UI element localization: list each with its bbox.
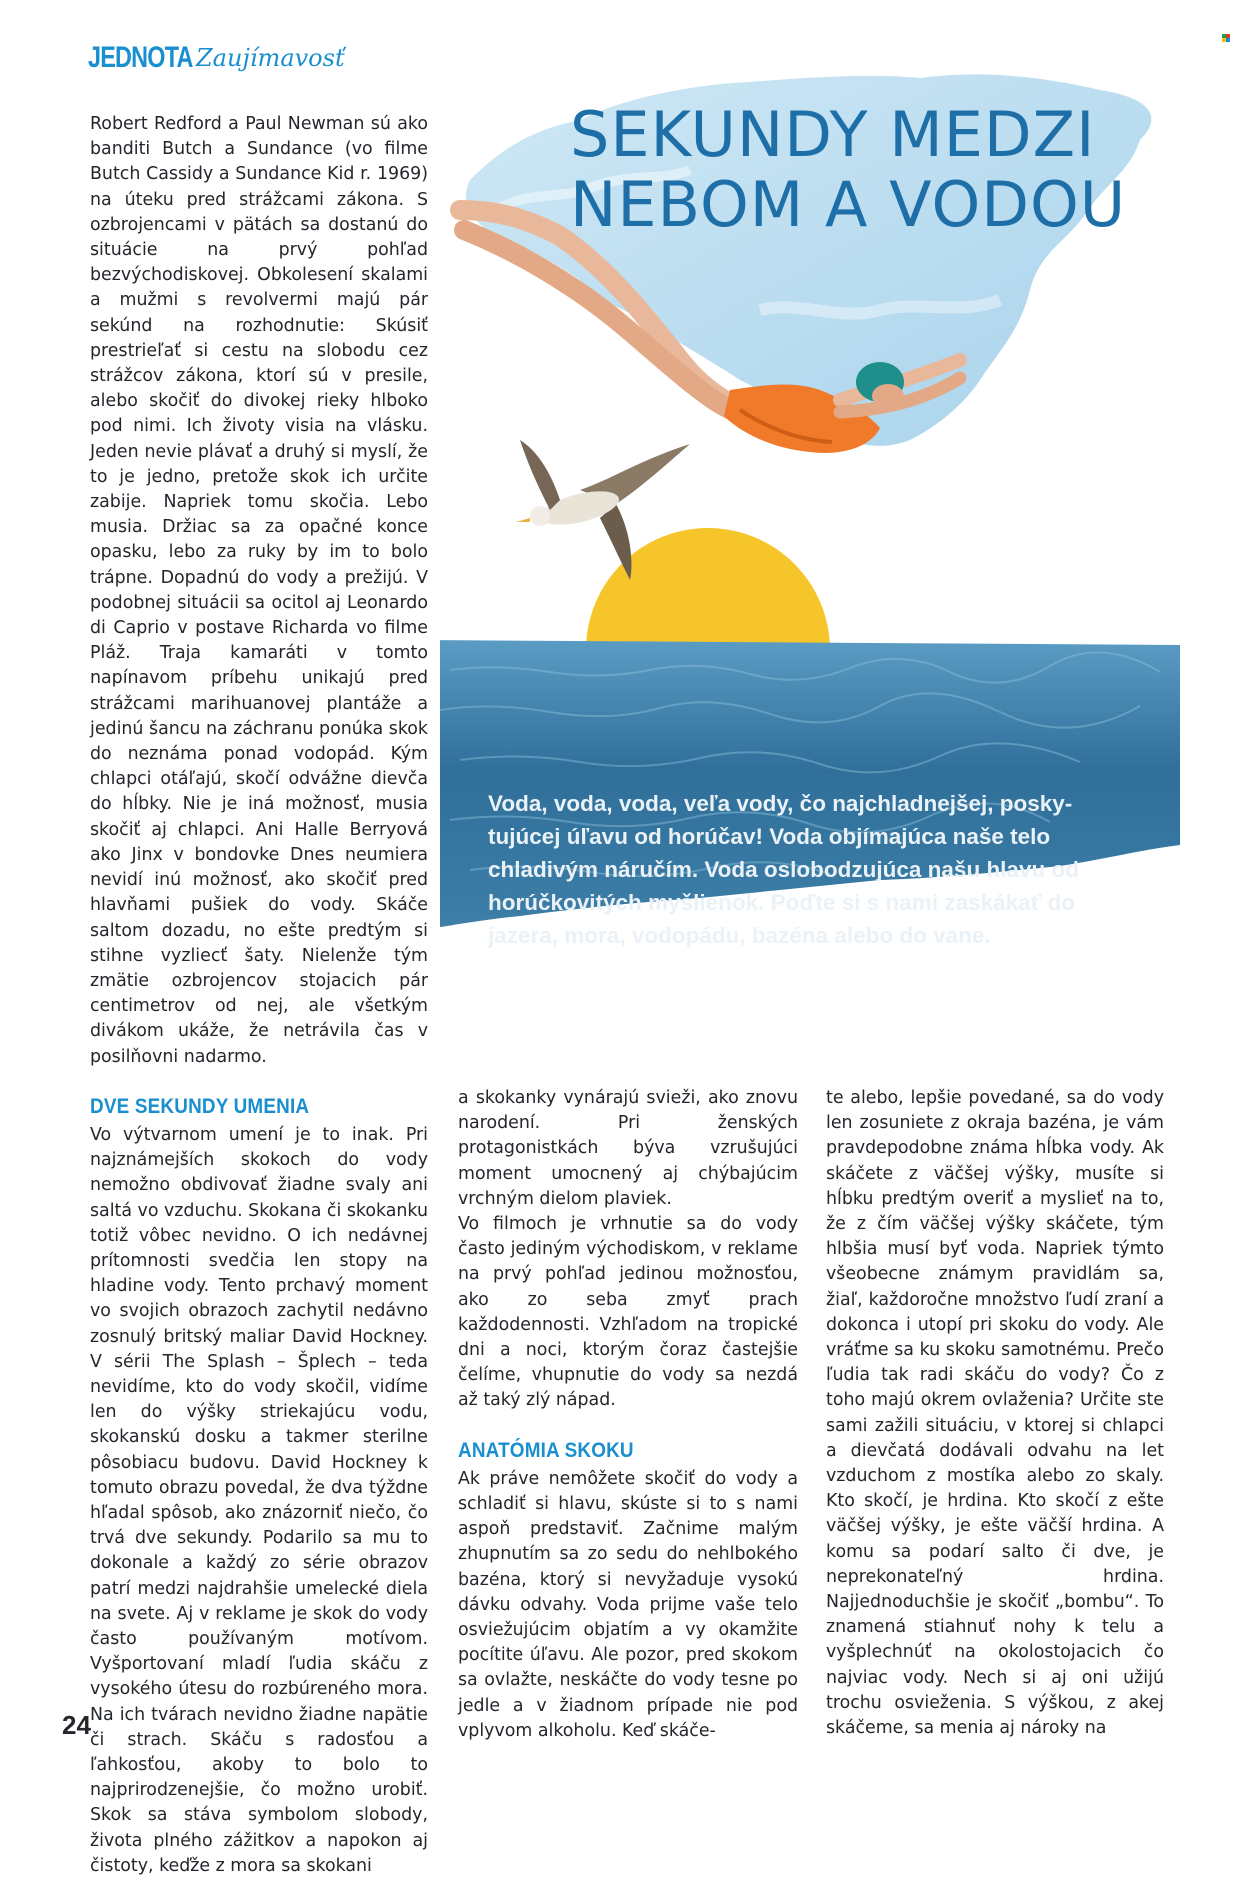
paragraph: Vo výtvarnom umení je to inak. Pri najznámejších skokoch do vody nemožno obdivovať žiadne svaly ani saltá vo vzduchu. Skokana či skokanku totiž vôbec nevidno. O ich nedávnej prítomnosti svedčia len stopy na hladine vody. Tento prchavý moment vo svojich obrazoch zachytil nedávno zosnulý britský maliar David Hockney. V sérii The Splash – Šplech – teda nevidíme, kto do vody skočil, vidíme len do výšky striekajúcu vodu, skokanskú dosku a takmer sterilne pôsobiacu budovu. David Hockney k tomuto obrazu povedal, že dva týždne hľadal spôsob, ako znázorniť niečo, čo trvá dve sekundy. Podarilo sa mu to dokonale a každý zo série obrazov patrí medzi najdrahšie umelecké diela na svete. Aj v reklame je skok do vody často používaným motívom. Vyšportovaní mladí ľudia skáču z vysokého útesu do rozbúreného mora. Na ich tvárach nevidno žiadne napätie či strach. Skáču s radosťou a ľahkosťou, akoby to bolo to najprirodzenejšie, čo možno urobiť. Skok sa stáva symbolom slobody, života plného zážitkov a napokon aj čistoty, keďže z mora sa skokani	[90, 1124, 428, 1876]
section-label: Zaujímavosť	[196, 44, 345, 72]
title-line-2: NEBOM A VODOU	[570, 168, 1127, 241]
page-number: 24	[62, 1710, 91, 1740]
column-1	[90, 112, 428, 1879]
paragraph: te alebo, lepšie povedané, sa do vody len zosuniete z okraja bazéna, je vám pravdepodobne známa hĺbka vody. Ak skáčete z väčšej výšky, musíte si hĺbku predtým overiť a myslieť na to, že z čím väčšej výšky skáčete, tým hlbšia musí byť voda. Napriek týmto všeobecne známym pravidlám sa, žiaľ, každoročne množstvo ľudí zraní a dokonca i utopí pri skoku do vody. Ale vráťme sa ku skoku samotnému. Prečo ľudia tak radi skáču do vody? Čo z toho majú okrem ovlaženia? Určite ste sami zažili situáciu, v ktorej si chlapci a dievčatá dodávali odvahu na let vzduchom z mostíka alebo zo skaly. Kto skočí, je hrdina. Kto skočí z ešte väčšej výšky, je ešte väčší hrdina. A komu sa podarí salto či dve, je neprekonateľný hrdina. Najjednoduchšie je skočiť „bombu“. To znamená stiahnuť nohy k telu a vyšplechnúť na okolostojacich čo najviac vody. Nech si aj oni užijú trochu osvieženia. S výškou, z akej skáčeme, sa menia aj nároky na	[826, 1088, 1164, 1739]
corner-mark-icon	[1222, 34, 1230, 42]
subheading-anatomy: ANATÓMIA SKOKU	[458, 1438, 634, 1462]
brand-logo: JEDNOTA	[88, 41, 193, 74]
page-header	[88, 36, 345, 80]
column-2	[458, 1086, 798, 1744]
article-title	[570, 100, 1126, 240]
paragraph: Vo filmoch je vrhnutie sa do vody často jediným východiskom, v reklame na prvý pohľad jedinou možnosťou, ako zo seba zmyť prach každodennosti. Vzhľadom na tropické dni a noci, ktorým čoraz častejšie čelíme, vhupnutie do vody sa nezdá až taký zlý nápad.	[458, 1214, 798, 1411]
title-line-1: SEKUNDY MEDZI	[570, 98, 1096, 171]
paragraph: a skokanky vynárajú svieži, ako znovu narodení. Pri ženských protagonistkách býva vzrušujúci moment umocnený aj chýbajúcim vrchným dielom plaviek.	[458, 1088, 798, 1209]
lead-paragraph: Voda, voda, voda, veľa vody, čo najchladnejšej, posky-tujúcej úľavu od horúčav! Voda objímajúca naše telo chladivým náručím. Voda oslobodzujúca našu hlavu od horúčkovitých myšlienok. Poďte si s nami zaskákať do jazera, mora, vodopádu, bazéna alebo do vane.	[488, 791, 1079, 948]
paragraph: Robert Redford a Paul Newman sú ako banditi Butch a Sundance (vo filme Butch Cassidy a Sundance Kid r. 1969) na úteku pred strážcami zákona. S ozbrojencami v pätách sa dostanú do situácie na prvý pohľad bezvýchodiskovej. Obkolesení skalami a mužmi s revolvermi majú pár sekúnd na rozhodnutie: Skúsiť prestrieľať si cestu na slobodu cez strážcov zákona, ktorí sú v presile, alebo skočiť do divokej rieky hlboko pod nimi. Ich životy visia na vlásku. Jeden nevie plávať a druhý si myslí, že to je jedno, pretože skok ich určite zabije. Napriek tomu skočia. Lebo musia. Držiac sa za opačné konce opasku, lebo za ruky by im to bolo trápne. Dopadnú do vody a prežijú. V podobnej situácii sa ocitol aj Leonardo di Caprio v postave Richarda vo filme Pláž. Traja kamaráti v tomto napínavom príbehu unikajú pred strážcami marihuanovej plantáže a jedinú šancu na záchranu ponúka skok do neznáma ponad vodopád. Kým chlapci otáľajú, skočí odvážne dievča do hĺbky. Nie je iná možnosť, musia skočiť aj chlapci. Ani Halle Berryová ako Jinx v bondovke Dnes neumiera nevidí inú možnosť, ako skočiť pred hlavňami pušiek do vody. Skáče saltom dozadu, no ešte predtým si stihne vyzliecť šaty. Nielenže tým zmätie ozbrojencov stojacich pár centimetrov od nej, ale všetkým divákom ukáže, že netrávila čas v posilňovni nadarmo.	[90, 114, 428, 1067]
paragraph: Ak práve nemôžete skočiť do vody a schladiť si hlavu, skúste si to s nami aspoň predstaviť. Začnime malým zhupnutím sa zo sedu do nehlbokého bazéna, ktorý si nevyžaduje vysokú dávku odvahy. Voda prijme vaše telo osviežujúcim objatím a vy okamžite pocítite úľavu. Ale pozor, pred skokom sa ovlažte, neskáčte do vody tesne po jedle a v žiadnom prípade nie pod vplyvom alkoholu. Keď skáče-	[458, 1468, 798, 1741]
subheading-art: DVE SEKUNDY UMENIA	[90, 1094, 310, 1118]
column-3	[826, 1086, 1164, 1741]
